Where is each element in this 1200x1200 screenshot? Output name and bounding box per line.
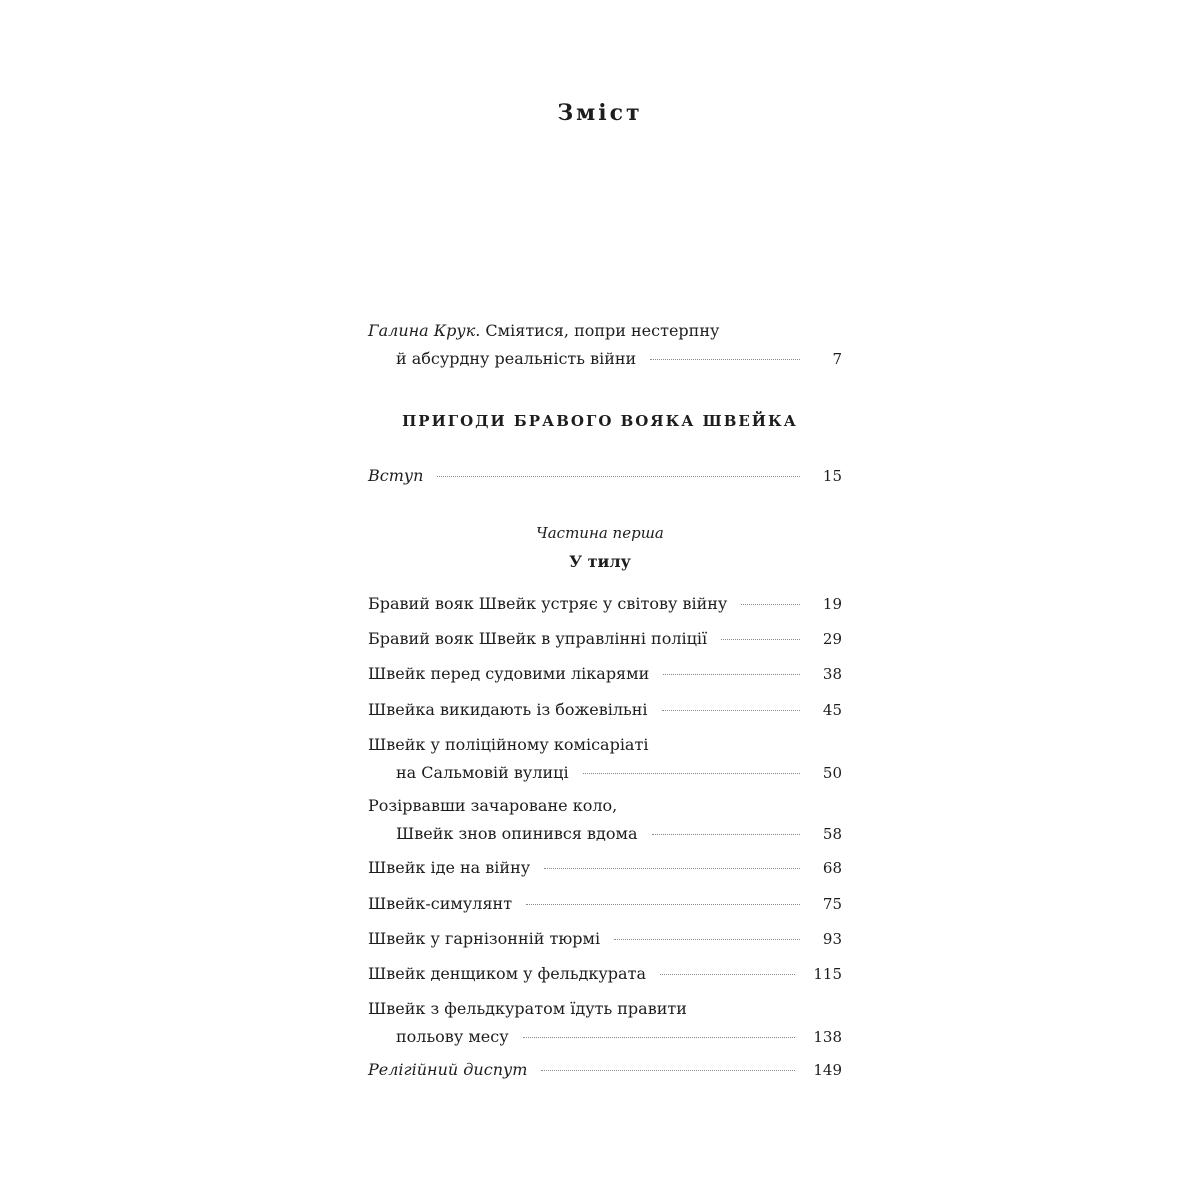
chapter-title: Бравий вояк Швейк в управлінні поліції (368, 629, 708, 648)
chapter-title: Релігійний диспут (368, 1060, 528, 1079)
dot-leader (614, 939, 800, 940)
chapter-title-continued: на Сальмовій вулиці (396, 763, 569, 782)
preface-title-line2: й абсурдну реальність війни (396, 349, 637, 368)
toc-entry-line (368, 1056, 842, 1084)
intro-label: Вступ (368, 466, 424, 485)
toc-entry-chapter[interactable] (368, 660, 842, 688)
page-number: 15 (822, 467, 842, 485)
chapter-title-continued: польову месу (396, 1027, 509, 1046)
page-number: 149 (813, 1061, 842, 1079)
toc-entry-chapter[interactable] (368, 925, 842, 953)
dot-leader (526, 904, 800, 905)
part-title: У тилу (569, 552, 631, 571)
toc-entry-chapter[interactable] (368, 590, 842, 618)
preface-title-line1: . Сміятися, попри нестерпну (475, 321, 720, 340)
toc-entry-line (368, 696, 842, 724)
dot-leader (541, 1070, 795, 1071)
toc-entry-line (368, 660, 842, 688)
dot-leader (652, 834, 800, 835)
toc-entry-line (368, 792, 842, 820)
dot-leader (437, 476, 800, 477)
toc-entry-chapter[interactable] (368, 995, 842, 1051)
chapter-title: Швейк у гарнізонній тюрмі (368, 929, 601, 948)
page-number: 38 (822, 665, 842, 683)
chapter-title: Швейк перед судовими лікарями (368, 664, 650, 683)
toc-entry-chapter[interactable] (368, 854, 842, 882)
page-number: 29 (822, 630, 842, 648)
part-label: Частина перша (536, 524, 664, 542)
toc-entry-chapter[interactable] (368, 890, 842, 918)
toc-entry-line (368, 1023, 842, 1051)
chapter-title: Розірвавши зачароване коло, (368, 796, 618, 815)
toc-entry-line (368, 625, 842, 653)
toc-entry-line (368, 960, 842, 988)
dot-leader (741, 604, 800, 605)
toc-entry-line (368, 995, 842, 1023)
dot-leader (663, 674, 800, 675)
page-number: 93 (822, 930, 842, 948)
toc-entry-chapter[interactable] (368, 625, 842, 653)
dot-leader (650, 359, 800, 360)
chapter-title-continued: Швейк знов опинився вдома (396, 824, 638, 843)
toc-entry-line (368, 890, 842, 918)
toc-entry-line (368, 345, 842, 373)
toc-entry-line (368, 462, 842, 490)
page-number: 138 (813, 1028, 842, 1046)
chapter-title: Швейк з фельдкуратом їдуть правити (368, 999, 687, 1018)
toc-entry-chapter[interactable] (368, 792, 842, 848)
dot-leader (662, 710, 801, 711)
dot-leader (523, 1037, 796, 1038)
book-title-heading: ПРИГОДИ БРАВОГО ВОЯКА ШВЕЙКА (402, 412, 798, 430)
dot-leader (660, 974, 795, 975)
page-number: 58 (822, 825, 842, 843)
page-number: 7 (832, 350, 842, 368)
toc-entry-line (368, 925, 842, 953)
chapter-title: Швейк денщиком у фельдкурата (368, 964, 646, 983)
page-number: 75 (822, 895, 842, 913)
toc-entry-chapter[interactable] (368, 731, 842, 787)
chapter-title: Швейка викидають із божевільні (368, 700, 648, 719)
toc-entry-intro[interactable] (368, 462, 842, 490)
page-number: 19 (822, 595, 842, 613)
page-number: 50 (822, 764, 842, 782)
chapter-title: Швейк-симулянт (368, 894, 513, 913)
toc-entry-line (368, 854, 842, 882)
page-number: 45 (822, 701, 842, 719)
chapter-title: Швейк іде на війну (368, 858, 531, 877)
dot-leader (544, 868, 800, 869)
toc-entry-line (368, 590, 842, 618)
toc-entry-chapter[interactable] (368, 696, 842, 724)
toc-entry-chapter[interactable] (368, 960, 842, 988)
page-number: 115 (813, 965, 842, 983)
chapter-title: Бравий вояк Швейк устряє у світову війну (368, 594, 728, 613)
toc-entry-chapter[interactable] (368, 1056, 842, 1084)
toc-entry-line (368, 731, 842, 759)
dot-leader (721, 639, 800, 640)
page-number: 68 (822, 859, 842, 877)
toc-entry-preface[interactable] (368, 317, 842, 373)
toc-entry-line (368, 317, 842, 345)
page-title: Зміст (557, 100, 643, 126)
chapter-title: Швейк у поліційному комісаріаті (368, 735, 649, 754)
toc-entry-line (368, 820, 842, 848)
preface-author: Галина Крук (368, 321, 476, 340)
toc-entry-line (368, 759, 842, 787)
dot-leader (583, 773, 800, 774)
